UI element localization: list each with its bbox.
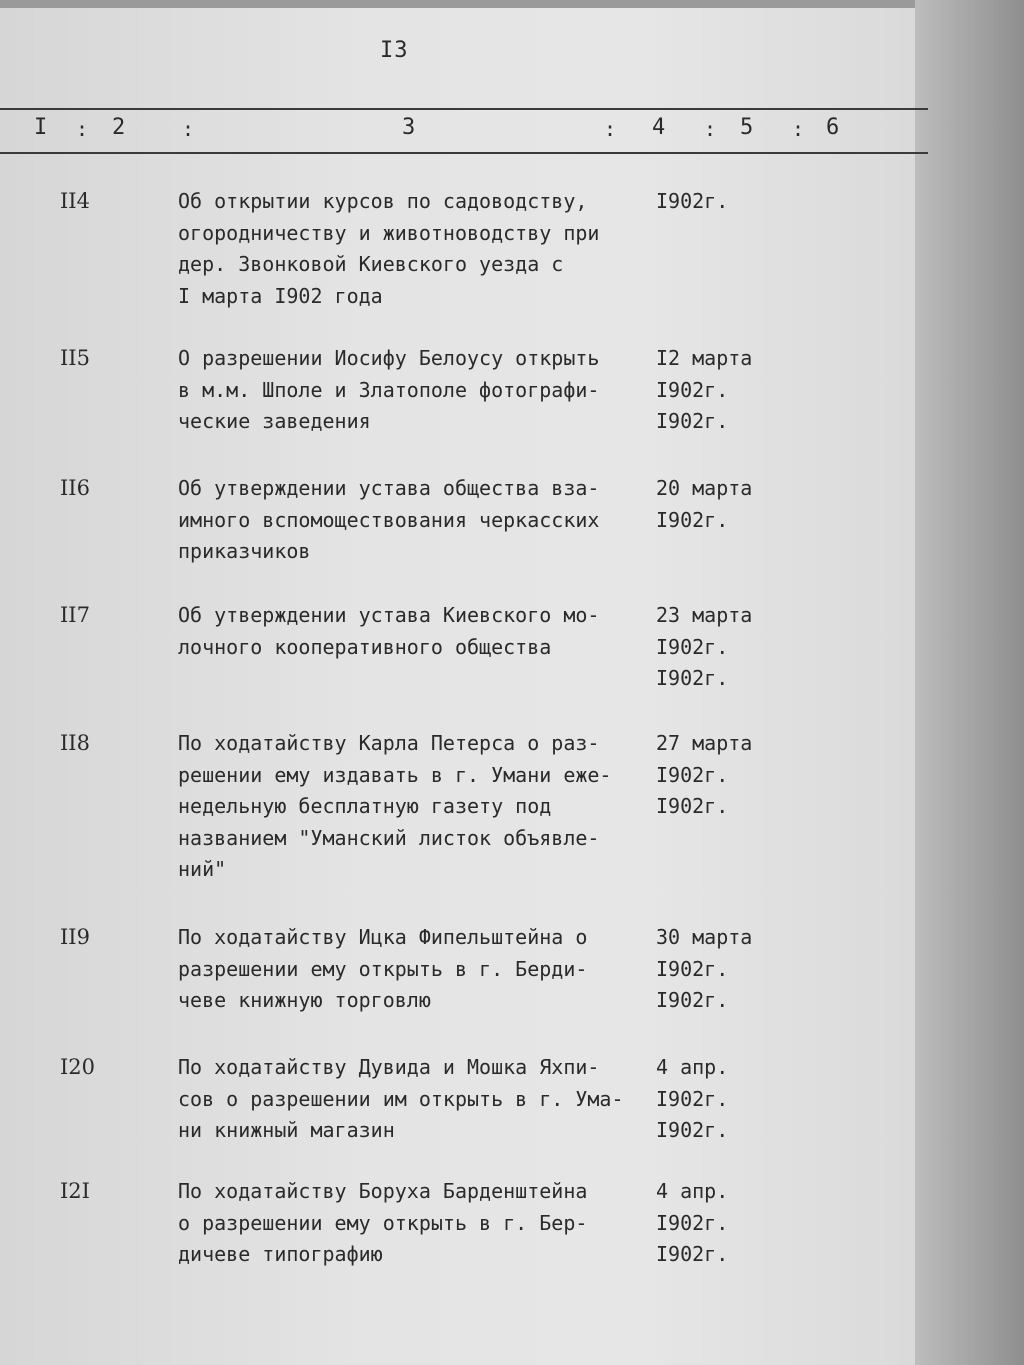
description-line: недельную бесплатную газету под — [178, 794, 552, 818]
date-line: 30 марта — [656, 925, 753, 949]
description-line: разрешении ему открыть в г. Берди- — [178, 956, 588, 981]
entry-number: II5 — [60, 346, 90, 370]
entry-number: II9 — [60, 925, 90, 949]
column-separator: : — [604, 117, 617, 141]
description-line: дер. Звонковой Киевского уезда с — [178, 252, 564, 276]
entry-description — [178, 186, 648, 312]
entry-dates — [656, 186, 786, 218]
entry-dates — [656, 1176, 786, 1271]
entry-description — [178, 600, 648, 663]
entry-number: I2I — [60, 1179, 90, 1203]
date-line: I902г. — [656, 377, 729, 402]
date-line: 27 марта — [656, 731, 753, 755]
column-header-3: 3 — [402, 115, 416, 140]
description-line: По ходатайству Боруха Барденштейна — [178, 1179, 588, 1203]
description-line: о разрешении ему открыть в г. Бер- — [178, 1210, 588, 1235]
date-line: I902г. — [656, 666, 729, 690]
entry-dates — [656, 473, 786, 536]
description-line: ни книжный магазин — [178, 1118, 395, 1142]
description-line: названием "Уманский листок объявле- — [178, 825, 600, 850]
table-header-top-rule — [0, 108, 928, 110]
description-line: приказчиков — [178, 539, 311, 563]
entry-dates — [656, 600, 786, 695]
entry-number: II7 — [60, 603, 90, 627]
description-line: I марта I902 года — [178, 283, 383, 308]
entry-dates — [656, 343, 786, 438]
description-line: Об открытии курсов по садоводству, — [178, 189, 588, 213]
column-header-5: 5 — [740, 115, 754, 140]
description-line: Об утверждении устава общества вза- — [178, 476, 600, 500]
date-line: 20 марта — [656, 476, 753, 500]
date-line: I2 марта — [656, 346, 753, 370]
date-line: I902г. — [656, 794, 729, 818]
column-separator: : — [76, 117, 89, 141]
description-line: Об утверждении устава Киевского мо- — [178, 603, 600, 627]
entry-dates — [656, 728, 786, 823]
description-line: По ходатайству Ицка Фипельштейна о — [178, 925, 588, 949]
description-line: чеве книжную торговлю — [178, 988, 431, 1012]
description-line: сов о разрешении им открыть в г. Ума- — [178, 1086, 624, 1111]
column-separator: : — [792, 117, 805, 141]
entry-number: I20 — [60, 1055, 96, 1079]
entry-description — [178, 922, 648, 1017]
date-line: I902г. — [656, 1242, 729, 1266]
description-line: огородничеству и животноводству при — [178, 220, 600, 245]
entry-description — [178, 343, 648, 438]
column-header-1: I — [34, 115, 48, 140]
table-header-bottom-rule — [0, 152, 928, 154]
date-line: I902г. — [656, 1086, 729, 1111]
description-line: ний" — [178, 857, 227, 881]
description-line: в м.м. Шполе и Златополе фотографи- — [178, 377, 600, 402]
entry-description — [178, 1176, 648, 1271]
date-line: I902г. — [656, 189, 729, 213]
column-header-2: 2 — [112, 115, 126, 140]
date-line: I902г. — [656, 1210, 729, 1235]
date-line: I902г. — [656, 762, 729, 787]
description-line: решении ему издавать в г. Умани еже- — [178, 762, 612, 787]
date-line: I902г. — [656, 1118, 729, 1142]
page-number: I3 — [380, 38, 409, 63]
column-header-6: 6 — [826, 115, 840, 140]
column-separator: : — [182, 117, 195, 141]
entry-dates — [656, 922, 786, 1017]
entry-description — [178, 728, 648, 886]
date-line: 4 апр. — [656, 1055, 729, 1079]
description-line: лочного кооперативного общества — [178, 634, 552, 659]
description-line: дичеве типографию — [178, 1242, 383, 1266]
date-line: 4 апр. — [656, 1179, 729, 1203]
date-line: I902г. — [656, 956, 729, 981]
entry-description — [178, 1052, 648, 1147]
date-line: I902г. — [656, 409, 729, 433]
date-line: 23 марта — [656, 603, 753, 627]
description-line: О разрешении Иосифу Белоусу открыть — [178, 346, 600, 370]
column-separator: : — [704, 117, 717, 141]
entry-description — [178, 473, 648, 568]
description-line: имного вспомоществования черкасских — [178, 507, 600, 532]
description-line: ческие заведения — [178, 409, 371, 433]
description-line: По ходатайству Карла Петерса о раз- — [178, 731, 600, 755]
date-line: I902г. — [656, 507, 729, 532]
entry-number: II6 — [60, 476, 90, 500]
date-line: I902г. — [656, 988, 729, 1012]
description-line: По ходатайству Дувида и Мошка Яхпи- — [178, 1055, 600, 1079]
column-header-4: 4 — [652, 115, 666, 140]
entry-dates — [656, 1052, 786, 1147]
entry-number: II4 — [60, 189, 90, 213]
entry-number: II8 — [60, 731, 90, 755]
page-edge — [915, 0, 1024, 1365]
date-line: I902г. — [656, 634, 729, 659]
